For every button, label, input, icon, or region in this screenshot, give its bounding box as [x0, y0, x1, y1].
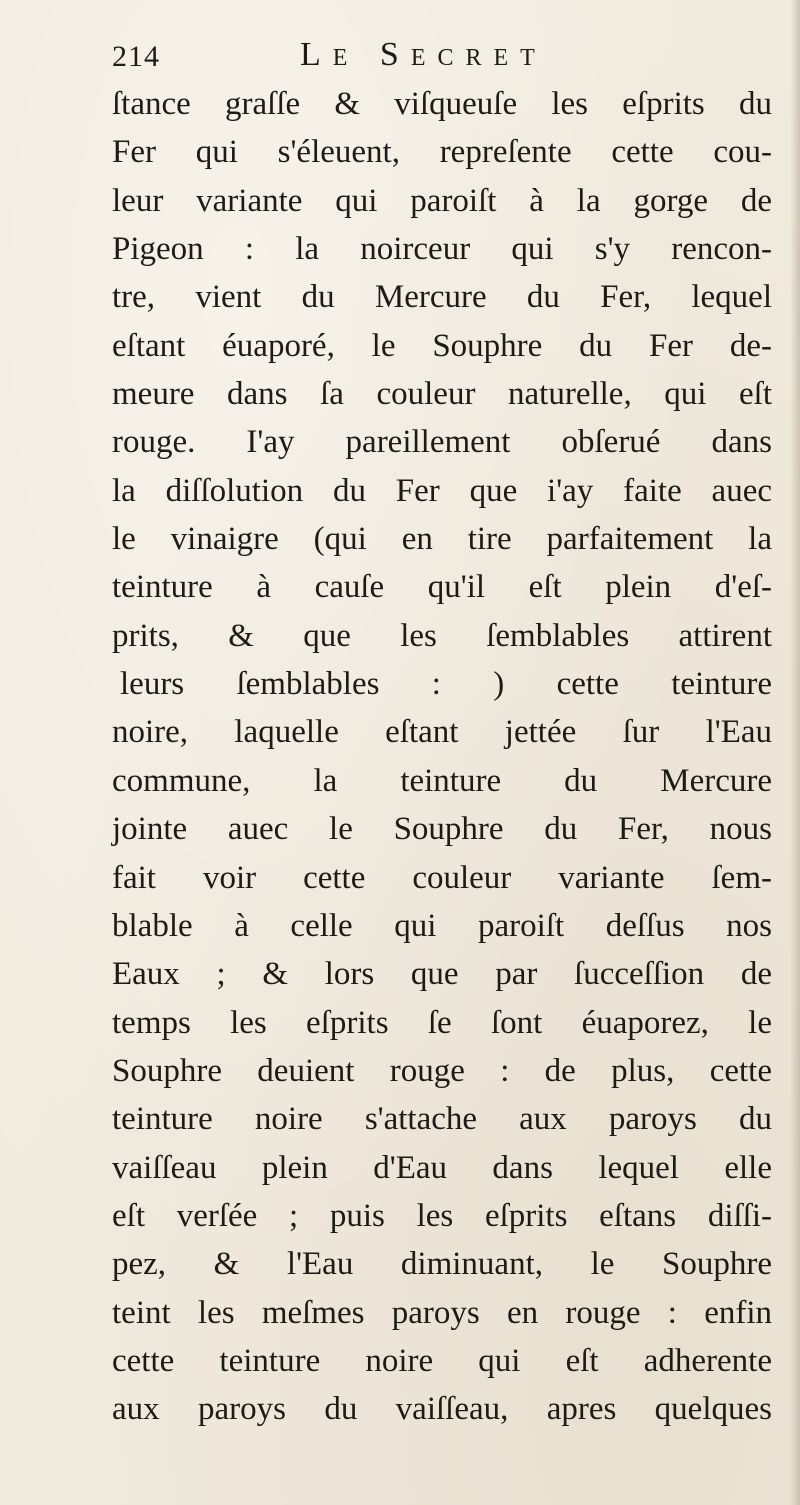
- text-line: fait voir cette couleur variante ſem-: [112, 859, 772, 896]
- text-line: eſtant éuaporé, le Souphre du Fer de-: [112, 327, 772, 364]
- text-line: temps les eſprits ſe ſont éuaporez, le: [112, 1004, 772, 1041]
- text-line: aux paroys du vaiſſeau, apres quelques: [112, 1391, 772, 1428]
- text-line: noire, laquelle eſtant jettée ſur l'Eau: [112, 714, 772, 751]
- text-line: le vinaigre (qui en tire parfaitement la: [112, 521, 772, 558]
- text-line: Pigeon : la noirceur qui s'y rencon-: [112, 231, 772, 268]
- text-line: Eaux ; & lors que par ſucceſſion de: [112, 956, 772, 993]
- text-line: leur variante qui paroiſt à la gorge de: [112, 182, 772, 219]
- text-line: ſtance graſſe & viſqueuſe les eſprits du: [112, 86, 772, 122]
- page-header: [112, 36, 612, 76]
- text-line: teinture à cauſe qu'il eſt plein d'eſ-: [112, 569, 772, 606]
- text-line: la diſſolution du Fer que i'ay faite auec: [112, 472, 772, 509]
- text-line: pez, & l'Eau diminuant, le Souphre: [112, 1246, 772, 1283]
- text-line: cette teinture noire qui eſt adherente: [112, 1342, 772, 1379]
- text-line: Fer qui s'éleuent, repreſente cette cou-: [112, 134, 772, 171]
- running-title: Le Secret: [300, 36, 547, 73]
- text-line: jointe auec le Souphre du Fer, nous: [112, 811, 772, 848]
- text-line: rouge. I'ay pareillement obſerué dans: [112, 424, 772, 461]
- text-line: eſt verſée ; puis les eſprits eſtans diſſi-: [112, 1197, 772, 1234]
- text-line: Souphre deuient rouge : de plus, cette: [112, 1052, 772, 1089]
- text-line: teint les meſmes paroys en rouge : enfin: [112, 1294, 772, 1331]
- text-line: commune, la teinture du Mercure: [112, 762, 772, 799]
- page-number: 214: [112, 40, 160, 73]
- text-line: meure dans ſa couleur naturelle, qui eſt: [112, 376, 772, 413]
- page-edge-shadow: [790, 0, 800, 1505]
- text-line: blable à celle qui paroiſt deſſus nos: [112, 907, 772, 944]
- text-line: leurs ſemblables : ) cette teinture: [120, 666, 772, 703]
- text-line: tre, vient du Mercure du Fer, lequel: [112, 279, 772, 316]
- text-line: teinture noire s'attache aux paroys du: [112, 1101, 772, 1138]
- body-text: [112, 80, 772, 1434]
- text-line: vaiſſeau plein d'Eau dans lequel elle: [112, 1149, 772, 1186]
- text-line: prits, & que les ſemblables attirent: [112, 617, 772, 654]
